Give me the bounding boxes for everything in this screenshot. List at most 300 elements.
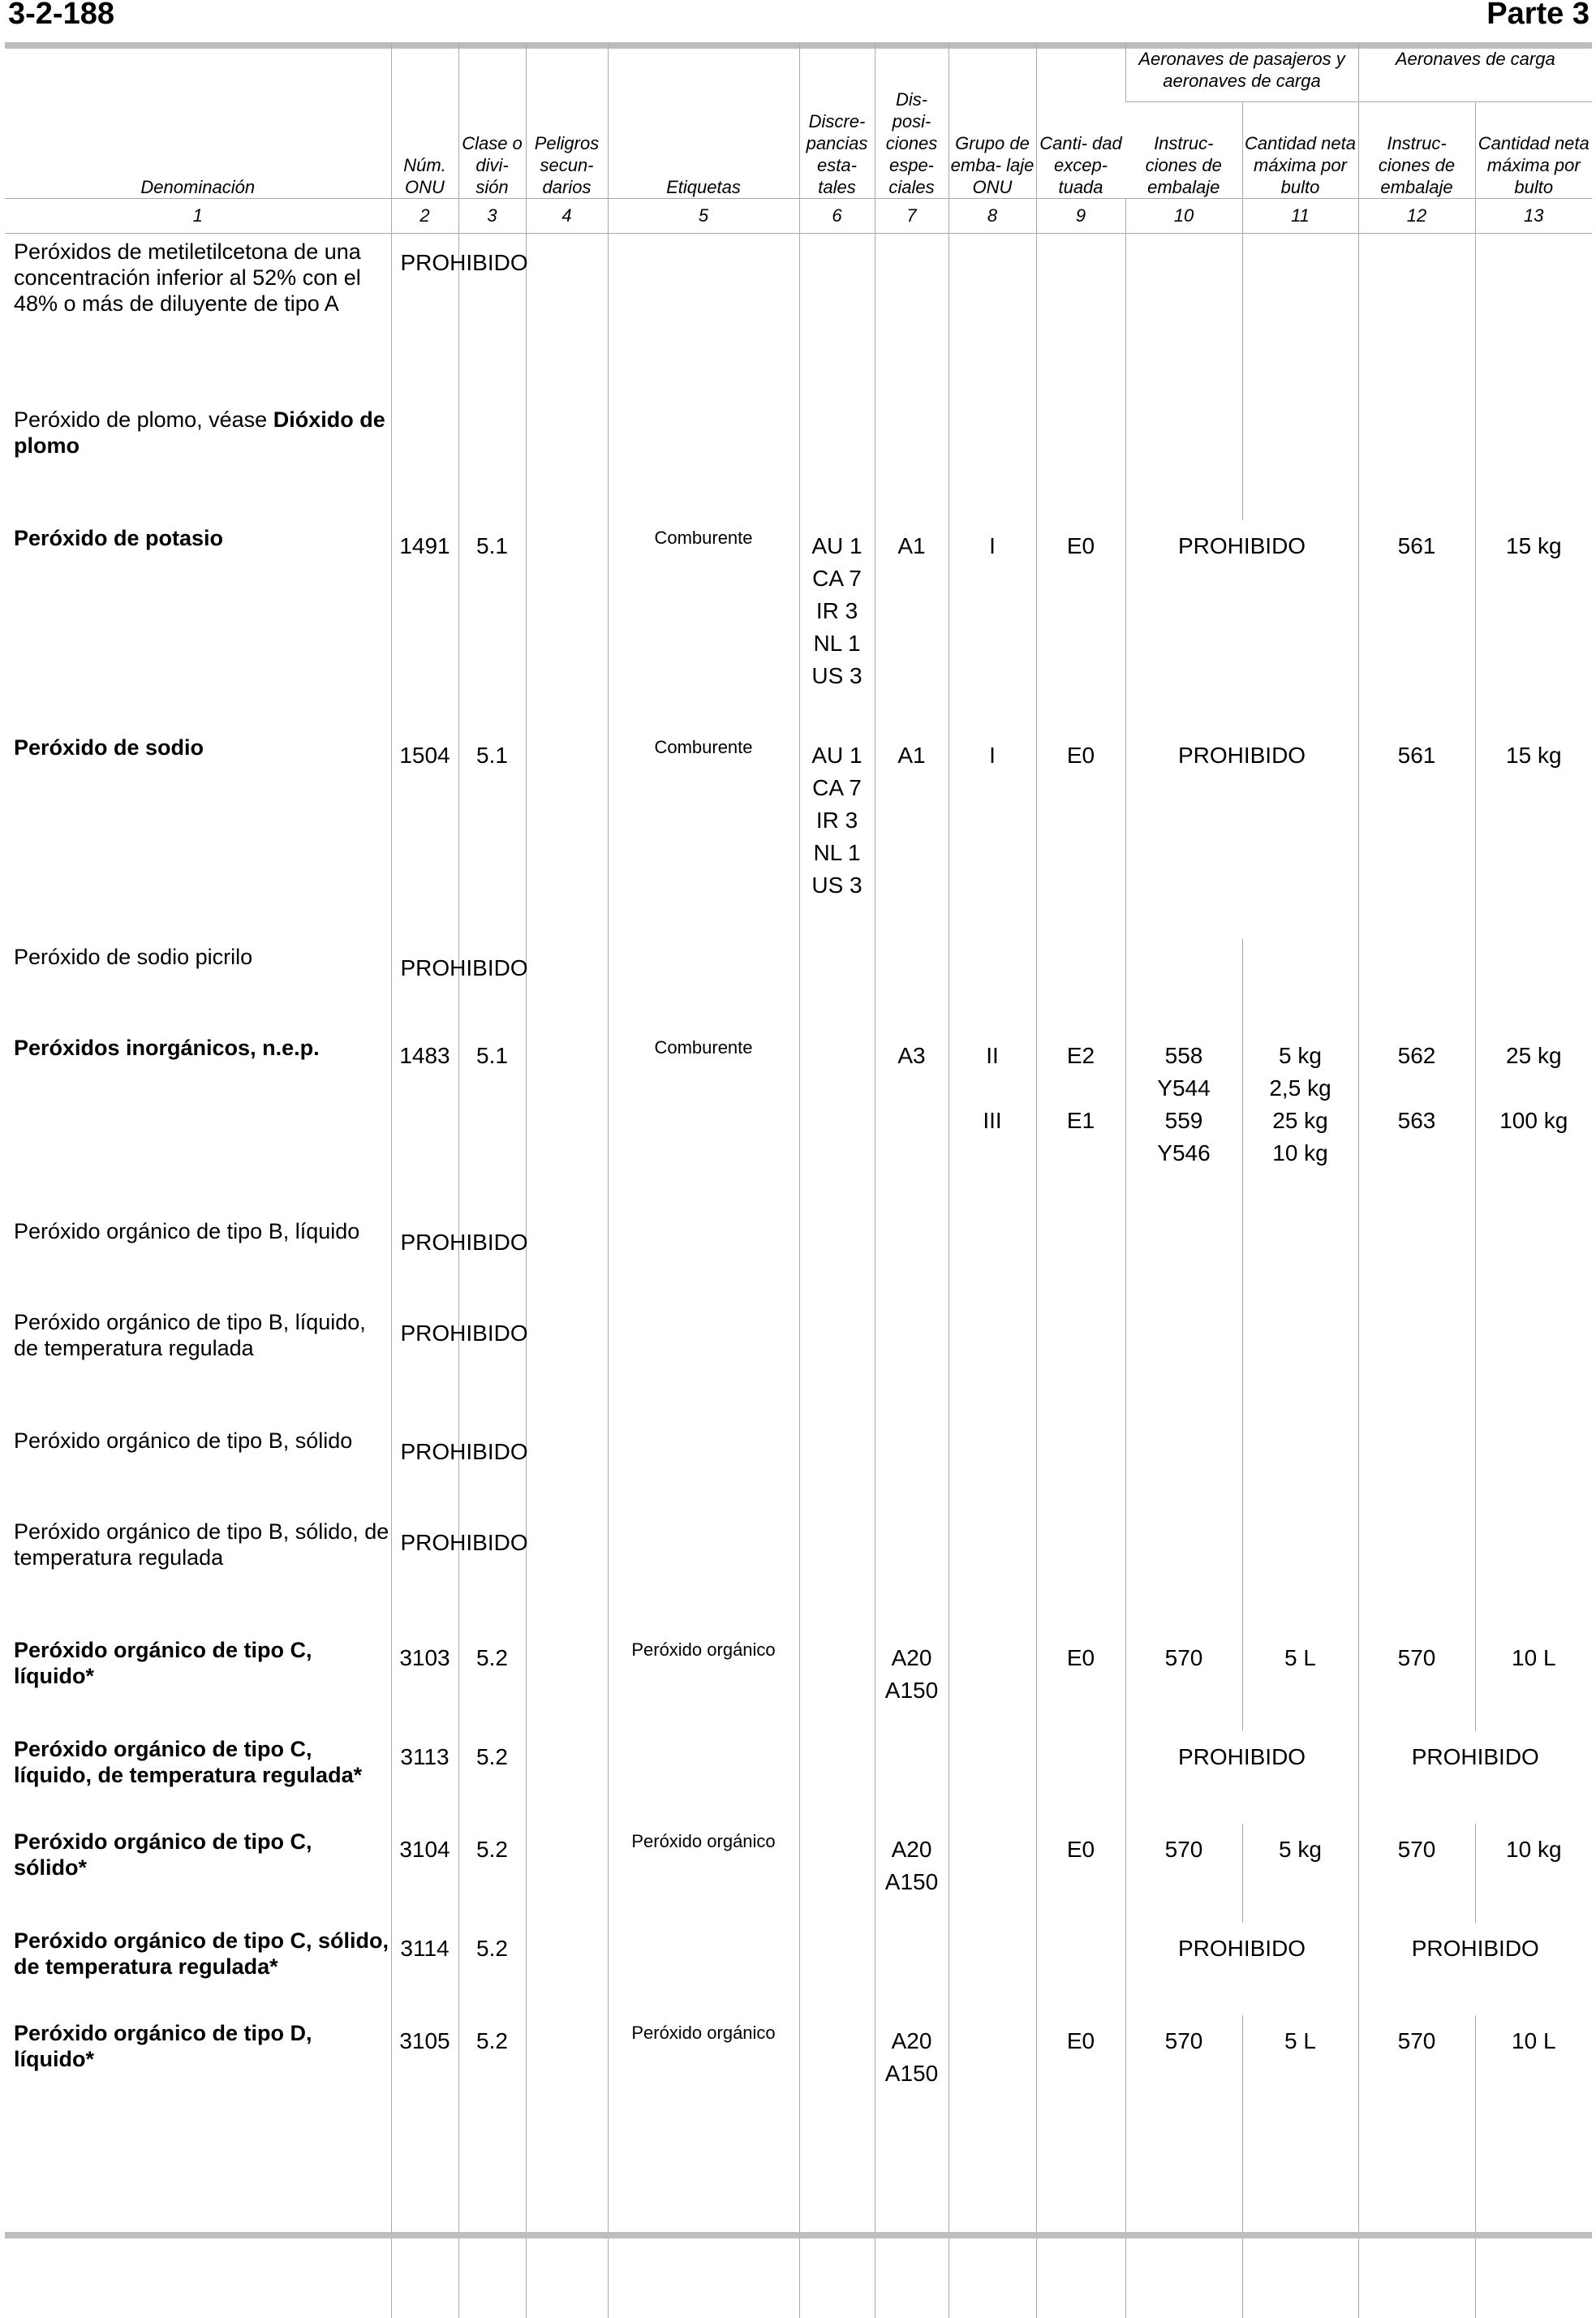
col-header-un-number: Núm. ONU bbox=[391, 43, 458, 198]
empty-cell bbox=[949, 939, 1036, 1030]
cao-max-quantity bbox=[1475, 1030, 1592, 1213]
class-division: 5.1 bbox=[458, 730, 526, 939]
empty-cell bbox=[799, 1213, 875, 1304]
empty-cell bbox=[526, 939, 608, 1030]
empty-cell bbox=[1475, 1213, 1592, 1304]
empty-cell bbox=[949, 1423, 1036, 1514]
un-number: 3105 bbox=[391, 2015, 458, 2222]
empty-cell bbox=[1036, 1213, 1125, 1304]
subsidiary-hazards bbox=[526, 1824, 608, 1923]
subsidiary-hazards bbox=[526, 730, 608, 939]
cao-packing-instruction bbox=[1358, 730, 1475, 939]
substance-name bbox=[5, 1423, 391, 1514]
cao-packing-instruction-line: 563 bbox=[1397, 1108, 1436, 1133]
empty-cell bbox=[458, 402, 526, 520]
table-row bbox=[5, 1824, 1592, 1923]
substance-name bbox=[5, 730, 391, 939]
packing-group bbox=[949, 1824, 1036, 1923]
packing-group-line: I bbox=[989, 533, 996, 558]
excepted-quantity bbox=[1036, 1632, 1125, 1731]
excepted-quantity-line: E0 bbox=[1066, 1837, 1095, 1862]
excepted-quantity bbox=[1036, 1923, 1125, 2015]
un-number: 3114 bbox=[391, 1923, 458, 2015]
empty-cell bbox=[875, 402, 949, 520]
excepted-quantity bbox=[1036, 2015, 1125, 2222]
col-header-cao-max-quantity: Cantidad neta máxima por bulto bbox=[1475, 101, 1592, 198]
state-variations-line: CA 7 bbox=[812, 775, 862, 800]
empty-cell bbox=[526, 1213, 608, 1304]
cao-max-quantity-line bbox=[1478, 1137, 1591, 1170]
substance-name bbox=[5, 233, 391, 402]
cao-packing-instruction bbox=[1358, 1824, 1475, 1923]
empty-cell bbox=[799, 1304, 875, 1423]
pax-prohibited: PROHIBIDO bbox=[1125, 520, 1358, 730]
col-number: 6 bbox=[799, 198, 875, 233]
pax-packing-instruction bbox=[1125, 1632, 1242, 1731]
empty-cell bbox=[875, 233, 949, 402]
col-number: 12 bbox=[1358, 198, 1475, 233]
pax-packing-instruction-line: Y544 bbox=[1157, 1075, 1211, 1101]
pax-packing-instruction-line: 558 bbox=[1164, 1043, 1203, 1068]
hazard-label: Peróxido orgánico bbox=[608, 2015, 799, 2222]
subsidiary-hazards bbox=[526, 520, 608, 730]
state-variations bbox=[799, 1731, 875, 1824]
state-variations bbox=[799, 1030, 875, 1213]
packing-group bbox=[949, 1030, 1036, 1213]
class-division: 5.1 bbox=[458, 1030, 526, 1213]
pax-max-quantity-line: 5 kg bbox=[1279, 1837, 1322, 1862]
pax-prohibited: PROHIBIDO bbox=[1125, 1923, 1358, 2015]
empty-cell bbox=[1036, 1423, 1125, 1514]
empty-cell bbox=[1242, 1213, 1358, 1304]
table-row bbox=[5, 520, 1592, 730]
col-number: 10 bbox=[1125, 198, 1242, 233]
state-variations bbox=[799, 730, 875, 939]
empty-cell bbox=[799, 233, 875, 402]
empty-cell bbox=[1358, 1304, 1475, 1423]
empty-cell bbox=[608, 1213, 799, 1304]
empty-cell bbox=[458, 1423, 526, 1514]
cao-max-quantity-line: 15 kg bbox=[1506, 743, 1562, 768]
empty-cell bbox=[1242, 939, 1358, 1030]
substance-name-text: Peróxidos de metiletilcetona de una concentración inferior al 52% con el 48% o más de diluyente de tipo A bbox=[14, 239, 361, 316]
packing-group-line: III bbox=[983, 1108, 1002, 1133]
col-number: 11 bbox=[1242, 198, 1358, 233]
un-number: 1504 bbox=[391, 730, 458, 939]
special-provisions-line: A150 bbox=[884, 2061, 939, 2086]
special-provisions bbox=[875, 730, 949, 939]
cao-max-quantity bbox=[1475, 2015, 1592, 2222]
class-division: 5.2 bbox=[458, 1923, 526, 2015]
special-provisions bbox=[875, 1632, 949, 1731]
cao-packing-instruction bbox=[1358, 2015, 1475, 2222]
packing-group-line bbox=[951, 1137, 1035, 1170]
empty-cell bbox=[1475, 1514, 1592, 1632]
substance-name bbox=[5, 1213, 391, 1304]
class-division: 5.2 bbox=[458, 1824, 526, 1923]
state-variations bbox=[799, 1923, 875, 2015]
state-variations-line: IR 3 bbox=[815, 598, 858, 623]
cao-packing-instruction-line: 570 bbox=[1397, 2028, 1436, 2053]
cao-packing-instruction-line bbox=[1361, 1072, 1473, 1105]
cao-prohibited: PROHIBIDO bbox=[1358, 1923, 1592, 2015]
empty-cell bbox=[1242, 233, 1358, 402]
empty-cell bbox=[799, 939, 875, 1030]
subsidiary-hazards bbox=[526, 1731, 608, 1824]
pax-max-quantity-line: 5 kg bbox=[1279, 1043, 1322, 1068]
empty-cell bbox=[1475, 233, 1592, 402]
substance-name-text: Peróxido orgánico de tipo B, sólido, de temperatura regulada bbox=[14, 1519, 389, 1570]
special-provisions-line: A150 bbox=[884, 1678, 939, 1703]
class-division: 5.2 bbox=[458, 2015, 526, 2222]
col-header-pax-packing-instruction: Instruc- ciones de embalaje bbox=[1125, 101, 1242, 198]
table-row bbox=[5, 1514, 1592, 1632]
special-provisions-line: A20 bbox=[891, 1837, 932, 1862]
substance-name-text: Peróxido orgánico de tipo B, líquido bbox=[14, 1219, 360, 1243]
col-number: 7 bbox=[875, 198, 949, 233]
col-header-denominacion: Denominación bbox=[5, 43, 391, 198]
state-variations-line: AU 1 bbox=[811, 533, 863, 558]
table-row bbox=[5, 1731, 1592, 1824]
packing-group-line bbox=[951, 1072, 1035, 1105]
cao-packing-instruction-line: 570 bbox=[1397, 1837, 1436, 1862]
empty-cell bbox=[1358, 1213, 1475, 1304]
pax-packing-instruction bbox=[1125, 1030, 1242, 1213]
empty-cell bbox=[1125, 402, 1242, 520]
empty-cell bbox=[608, 939, 799, 1030]
substance-name bbox=[5, 520, 391, 730]
substance-name-text: Peróxido de sodio bbox=[14, 735, 204, 760]
empty-cell bbox=[949, 1213, 1036, 1304]
special-provisions bbox=[875, 1731, 949, 1824]
special-provisions-line: A3 bbox=[897, 1043, 926, 1068]
cao-max-quantity-line: 100 kg bbox=[1499, 1108, 1568, 1133]
cao-max-quantity-line: 10 L bbox=[1512, 2028, 1556, 2053]
excepted-quantity-line: E0 bbox=[1066, 1645, 1095, 1670]
table-row bbox=[5, 939, 1592, 1030]
pax-packing-instruction-line: 570 bbox=[1164, 2028, 1203, 2053]
state-variations-line: NL 1 bbox=[813, 840, 861, 865]
cao-max-quantity bbox=[1475, 1632, 1592, 1731]
substance-name-text: Peróxido orgánico de tipo C, sólido* bbox=[14, 1829, 312, 1880]
pax-max-quantity-line: 5 L bbox=[1284, 2028, 1316, 2053]
cao-packing-instruction-line: 570 bbox=[1397, 1645, 1436, 1670]
pax-max-quantity bbox=[1242, 1030, 1358, 1213]
empty-cell bbox=[799, 1514, 875, 1632]
empty-cell bbox=[608, 1304, 799, 1423]
empty-cell bbox=[526, 1423, 608, 1514]
state-variations bbox=[799, 520, 875, 730]
state-variations bbox=[799, 1824, 875, 1923]
substance-name bbox=[5, 1923, 391, 2015]
empty-cell bbox=[949, 1514, 1036, 1632]
un-number: 3113 bbox=[391, 1731, 458, 1824]
empty-cell bbox=[875, 1304, 949, 1423]
substance-name bbox=[5, 939, 391, 1030]
special-provisions-line: A20 bbox=[891, 1645, 932, 1670]
excepted-quantity-line: E0 bbox=[1066, 2028, 1095, 2053]
excepted-quantity-line: E0 bbox=[1066, 743, 1095, 768]
pax-packing-instruction-line: 559 bbox=[1164, 1108, 1203, 1133]
substance-name-text: Peróxido de plomo, véase bbox=[14, 407, 273, 432]
empty-cell bbox=[1475, 939, 1592, 1030]
state-variations-line: IR 3 bbox=[815, 808, 858, 833]
empty-cell bbox=[1125, 233, 1242, 402]
empty-cell bbox=[875, 1213, 949, 1304]
col-header-state-variations: Discre- pancias esta- tales bbox=[799, 43, 875, 198]
empty-cell bbox=[949, 233, 1036, 402]
special-provisions bbox=[875, 1923, 949, 2015]
excepted-quantity-line bbox=[1039, 1137, 1124, 1170]
substance-name bbox=[5, 2015, 391, 2222]
empty-cell bbox=[1358, 233, 1475, 402]
col-header-subsidiary-hazards: Peligros secun- darios bbox=[526, 43, 608, 198]
state-variations-line: CA 7 bbox=[812, 566, 862, 591]
group-header-cargo-only: Aeronaves de carga bbox=[1358, 43, 1592, 101]
empty-cell bbox=[608, 402, 799, 520]
substance-name bbox=[5, 1632, 391, 1731]
empty-cell bbox=[1036, 939, 1125, 1030]
hazard-label: Peróxido orgánico bbox=[608, 1824, 799, 1923]
table-row bbox=[5, 1304, 1592, 1423]
part-title: Parte 3 bbox=[1486, 0, 1590, 31]
subsidiary-hazards bbox=[526, 1923, 608, 2015]
class-division: 5.2 bbox=[458, 1632, 526, 1731]
col-number: 3 bbox=[458, 198, 526, 233]
empty-cell bbox=[1242, 402, 1358, 520]
substance-name bbox=[5, 1514, 391, 1632]
prohibited-text: PROHIBIDO bbox=[391, 1514, 458, 1632]
prohibited-text: PROHIBIDO bbox=[391, 233, 458, 402]
hazard-label: Comburente bbox=[608, 730, 799, 939]
excepted-quantity bbox=[1036, 520, 1125, 730]
cao-packing-instruction-line: 562 bbox=[1397, 1043, 1436, 1068]
un-number: 1491 bbox=[391, 520, 458, 730]
empty-cell bbox=[875, 1423, 949, 1514]
subsidiary-hazards bbox=[526, 2015, 608, 2222]
empty-cell bbox=[1125, 1514, 1242, 1632]
table-row bbox=[5, 1923, 1592, 2015]
table-row bbox=[5, 2015, 1592, 2222]
empty-cell bbox=[608, 233, 799, 402]
empty-cell bbox=[1125, 1213, 1242, 1304]
pax-max-quantity-line: 25 kg bbox=[1272, 1108, 1328, 1133]
empty-cell bbox=[799, 402, 875, 520]
cao-max-quantity-line: 25 kg bbox=[1506, 1043, 1562, 1068]
class-division: 5.1 bbox=[458, 520, 526, 730]
col-number: 1 bbox=[5, 198, 391, 233]
pax-max-quantity-line: 2,5 kg bbox=[1269, 1075, 1331, 1101]
packing-group bbox=[949, 2015, 1036, 2222]
dangerous-goods-table bbox=[5, 43, 1592, 2318]
empty-cell bbox=[875, 1514, 949, 1632]
state-variations bbox=[799, 2015, 875, 2222]
cao-packing-instruction bbox=[1358, 1632, 1475, 1731]
un-number: 1483 bbox=[391, 1030, 458, 1213]
state-variations-line: US 3 bbox=[811, 872, 863, 898]
empty-cell bbox=[1036, 1514, 1125, 1632]
empty-cell bbox=[1125, 1304, 1242, 1423]
substance-name-text: Peróxido orgánico de tipo B, líquido, de temperatura regulada bbox=[14, 1310, 366, 1360]
special-provisions bbox=[875, 1824, 949, 1923]
substance-name bbox=[5, 1030, 391, 1213]
cao-max-quantity bbox=[1475, 730, 1592, 939]
col-number: 5 bbox=[608, 198, 799, 233]
empty-cell bbox=[391, 402, 458, 520]
empty-cell bbox=[608, 1423, 799, 1514]
empty-cell bbox=[1242, 1514, 1358, 1632]
table-row bbox=[5, 1213, 1592, 1304]
state-variations bbox=[799, 1632, 875, 1731]
un-number: 3103 bbox=[391, 1632, 458, 1731]
page-number: 3-2-188 bbox=[8, 0, 114, 31]
empty-cell bbox=[526, 1304, 608, 1423]
hazard-label: Comburente bbox=[608, 520, 799, 730]
substance-name bbox=[5, 1731, 391, 1824]
col-header-class: Clase o divi- sión bbox=[458, 43, 526, 198]
substance-name bbox=[5, 402, 391, 520]
empty-cell bbox=[949, 402, 1036, 520]
packing-group bbox=[949, 520, 1036, 730]
col-header-excepted-quantity: Canti- dad excep- tuada bbox=[1036, 43, 1125, 198]
cao-max-quantity-line: 15 kg bbox=[1506, 533, 1562, 558]
col-number: 4 bbox=[526, 198, 608, 233]
pax-max-quantity-line: 10 kg bbox=[1272, 1140, 1328, 1165]
pax-packing-instruction bbox=[1125, 1824, 1242, 1923]
pax-prohibited: PROHIBIDO bbox=[1125, 1731, 1358, 1824]
substance-name-text: Peróxido orgánico de tipo C, sólido, de temperatura regulada* bbox=[14, 1928, 389, 1979]
packing-group bbox=[949, 730, 1036, 939]
cao-packing-instruction bbox=[1358, 1030, 1475, 1213]
state-variations-line: US 3 bbox=[811, 663, 863, 688]
table-row bbox=[5, 1632, 1592, 1731]
empty-cell bbox=[1242, 1304, 1358, 1423]
prohibited-text: PROHIBIDO bbox=[391, 1213, 458, 1304]
pax-max-quantity bbox=[1242, 1632, 1358, 1731]
empty-cell bbox=[1475, 1304, 1592, 1423]
empty-cell bbox=[1242, 1423, 1358, 1514]
prohibited-text: PROHIBIDO bbox=[391, 1423, 458, 1514]
col-header-cao-packing-instruction: Instruc- ciones de embalaje bbox=[1358, 101, 1475, 198]
empty-cell bbox=[526, 1514, 608, 1632]
cao-packing-instruction-line bbox=[1361, 1137, 1473, 1170]
state-variations-line: NL 1 bbox=[813, 631, 861, 656]
pax-max-quantity bbox=[1242, 1824, 1358, 1923]
substance-name-text: Peróxido orgánico de tipo D, líquido* bbox=[14, 2021, 312, 2071]
special-provisions-line: A1 bbox=[897, 533, 926, 558]
pax-packing-instruction bbox=[1125, 2015, 1242, 2222]
cross-reference-link[interactable]: Dióxido de plomo bbox=[14, 407, 385, 458]
special-provisions-line: A150 bbox=[884, 1869, 939, 1894]
excepted-quantity bbox=[1036, 730, 1125, 939]
hazard-label bbox=[608, 1731, 799, 1824]
special-provisions bbox=[875, 2015, 949, 2222]
packing-group bbox=[949, 1923, 1036, 2015]
excepted-quantity bbox=[1036, 1030, 1125, 1213]
table-row bbox=[5, 233, 1592, 402]
pax-prohibited: PROHIBIDO bbox=[1125, 730, 1358, 939]
col-header-labels: Etiquetas bbox=[608, 43, 799, 198]
empty-cell bbox=[1036, 233, 1125, 402]
table-row bbox=[5, 402, 1592, 520]
pax-packing-instruction-line: 570 bbox=[1164, 1645, 1203, 1670]
packing-group-line: II bbox=[986, 1043, 999, 1068]
empty-cell bbox=[1358, 402, 1475, 520]
excepted-quantity-line: E2 bbox=[1066, 1043, 1095, 1068]
prohibited-text: PROHIBIDO bbox=[391, 1304, 458, 1423]
empty-cell bbox=[1358, 939, 1475, 1030]
empty-cell bbox=[1358, 1514, 1475, 1632]
hazard-label: Comburente bbox=[608, 1030, 799, 1213]
substance-name-text: Peróxido orgánico de tipo C, líquido* bbox=[14, 1638, 312, 1688]
cao-max-quantity-line: 10 L bbox=[1512, 1645, 1556, 1670]
substance-name-text: Peróxido orgánico de tipo B, sólido bbox=[14, 1428, 353, 1453]
empty-cell bbox=[458, 1213, 526, 1304]
packing-group-line: I bbox=[989, 743, 996, 768]
subsidiary-hazards bbox=[526, 1632, 608, 1731]
pax-packing-instruction-line: Y546 bbox=[1157, 1140, 1211, 1165]
table-row bbox=[5, 1423, 1592, 1514]
empty-cell bbox=[1358, 1423, 1475, 1514]
pax-max-quantity bbox=[1242, 2015, 1358, 2222]
cao-packing-instruction-line: 561 bbox=[1397, 533, 1436, 558]
group-header-passenger-cargo: Aeronaves de pasajeros y aeronaves de carga bbox=[1125, 43, 1358, 101]
empty-cell bbox=[526, 233, 608, 402]
excepted-quantity-line: E1 bbox=[1066, 1108, 1095, 1133]
cao-prohibited: PROHIBIDO bbox=[1358, 1731, 1592, 1824]
pax-max-quantity-line: 5 L bbox=[1284, 1645, 1316, 1670]
empty-cell bbox=[1125, 1423, 1242, 1514]
substance-name-text: Peróxido de potasio bbox=[14, 526, 224, 550]
packing-group bbox=[949, 1731, 1036, 1824]
special-provisions-line: A20 bbox=[891, 2028, 932, 2053]
special-provisions bbox=[875, 520, 949, 730]
excepted-quantity bbox=[1036, 1731, 1125, 1824]
cao-max-quantity bbox=[1475, 1824, 1592, 1923]
cao-max-quantity-line: 10 kg bbox=[1506, 1837, 1562, 1862]
excepted-quantity-line: E0 bbox=[1066, 533, 1095, 558]
col-header-special-provisions: Dis- posi- ciones espe- ciales bbox=[875, 43, 949, 198]
empty-cell bbox=[1036, 402, 1125, 520]
empty-cell bbox=[799, 1423, 875, 1514]
pax-packing-instruction-line: 570 bbox=[1164, 1837, 1203, 1862]
cao-max-quantity bbox=[1475, 520, 1592, 730]
empty-cell bbox=[949, 1304, 1036, 1423]
excepted-quantity-line bbox=[1039, 1072, 1124, 1105]
class-division: 5.2 bbox=[458, 1731, 526, 1824]
cao-packing-instruction bbox=[1358, 520, 1475, 730]
empty-cell bbox=[875, 939, 949, 1030]
empty-cell bbox=[1475, 1423, 1592, 1514]
empty-cell bbox=[1475, 402, 1592, 520]
col-header-pax-max-quantity: Cantidad neta máxima por bulto bbox=[1242, 101, 1358, 198]
bottom-rule bbox=[5, 2232, 1592, 2238]
packing-group bbox=[949, 1632, 1036, 1731]
substance-name bbox=[5, 1304, 391, 1423]
subsidiary-hazards bbox=[526, 1030, 608, 1213]
table-row bbox=[5, 1030, 1592, 1213]
table-row bbox=[5, 730, 1592, 939]
empty-cell bbox=[608, 1514, 799, 1632]
substance-name-text: Peróxidos inorgánicos, n.e.p. bbox=[14, 1036, 320, 1060]
table-body bbox=[5, 233, 1592, 2318]
col-number: 13 bbox=[1475, 198, 1592, 233]
empty-cell bbox=[458, 939, 526, 1030]
substance-name-text: Peróxido orgánico de tipo C, líquido, de temperatura regulada* bbox=[14, 1737, 363, 1787]
cao-packing-instruction-line: 561 bbox=[1397, 743, 1436, 768]
substance-name-text: Peróxido de sodio picrilo bbox=[14, 945, 253, 969]
prohibited-text: PROHIBIDO bbox=[391, 939, 458, 1030]
